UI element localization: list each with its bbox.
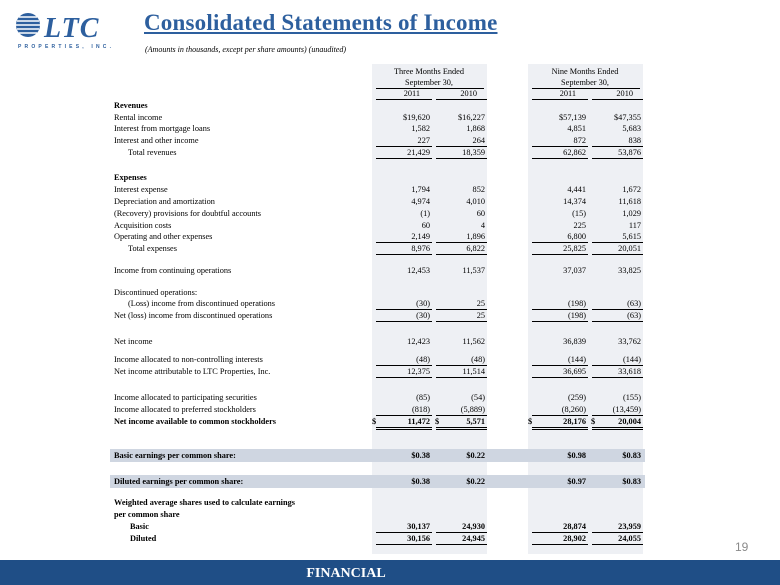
dollar-sign: $: [435, 417, 440, 426]
row-value: (48): [471, 355, 485, 364]
row-value: 30,156: [407, 534, 430, 543]
row-value: (5,889): [460, 405, 485, 414]
row-value: (30): [416, 299, 430, 308]
row-value: 872: [573, 136, 586, 145]
year-header: 2010: [616, 89, 633, 98]
table-row: [110, 243, 645, 254]
table-row: [110, 533, 645, 544]
table-row: [110, 476, 645, 487]
table-row: [110, 392, 645, 403]
row-value: 117: [628, 221, 641, 230]
row-value: 1,896: [466, 232, 485, 241]
table-row: [110, 450, 645, 461]
table-row: [110, 123, 645, 134]
row-value: 5,571: [466, 417, 485, 426]
row-value: 6,822: [466, 244, 485, 253]
row-label: Basic: [130, 522, 149, 531]
row-value: (63): [627, 299, 641, 308]
header-three-months: Three Months Ended: [393, 67, 465, 76]
row-value: (198): [568, 299, 586, 308]
double-rule: [376, 544, 432, 545]
row-value: $47,355: [614, 113, 641, 122]
table-row: [110, 265, 645, 276]
row-value: 5,683: [622, 124, 641, 133]
row-value: 4: [480, 221, 485, 230]
total-rule: [436, 377, 487, 378]
row-value: (259): [568, 393, 586, 402]
double-rule: [592, 544, 643, 545]
row-label: Net income attributable to LTC Properties, Inc.: [114, 367, 271, 376]
double-rule: [532, 427, 588, 430]
row-value: 62,862: [563, 148, 586, 157]
row-value: 4,441: [567, 185, 586, 194]
row-value: 12,453: [407, 266, 430, 275]
row-value: 28,176: [563, 417, 586, 426]
total-rule: [436, 321, 487, 322]
table-row: [110, 287, 645, 298]
row-label: Income allocated to preferred stockholders: [114, 405, 256, 414]
row-value: 4,010: [466, 197, 485, 206]
row-label: Depreciation and amortization: [114, 197, 215, 206]
total-rule: [532, 377, 588, 378]
total-rule: [592, 377, 643, 378]
row-value: $0.38: [411, 477, 430, 486]
row-value: 33,618: [618, 367, 641, 376]
row-value: (15): [572, 209, 586, 218]
row-value: $0.22: [466, 477, 485, 486]
row-value: 4,974: [411, 197, 430, 206]
table-row: [110, 208, 645, 219]
header-three-months-date: September 30,: [405, 78, 453, 87]
dollar-sign: $: [528, 417, 533, 426]
row-value: 24,055: [618, 534, 641, 543]
row-value: 1,794: [411, 185, 430, 194]
row-value: 23,959: [618, 522, 641, 531]
row-value: (818): [412, 405, 430, 414]
row-label: (Recovery) provisions for doubtful accounts: [114, 209, 262, 218]
row-value: 53,876: [618, 148, 641, 157]
row-value: $19,620: [403, 113, 430, 122]
row-value: 225: [573, 221, 586, 230]
row-value: 25: [476, 299, 485, 308]
row-value: 1,029: [622, 209, 641, 218]
double-rule: [592, 427, 643, 430]
table-row: [110, 404, 645, 415]
row-label: Revenues: [114, 101, 148, 110]
row-value: $57,139: [559, 113, 586, 122]
row-value: 12,423: [407, 337, 430, 346]
row-value: 4,851: [567, 124, 586, 133]
row-label: Diluted: [130, 534, 157, 543]
total-rule: [376, 254, 432, 255]
row-value: 11,562: [462, 337, 485, 346]
row-value: 8,976: [411, 244, 430, 253]
row-value: 852: [472, 185, 485, 194]
row-value: $0.98: [567, 451, 586, 460]
row-value: 24,930: [462, 522, 485, 531]
row-value: $16,227: [458, 113, 485, 122]
total-rule: [592, 321, 643, 322]
row-value: 36,695: [563, 367, 586, 376]
row-label: Net income available to common stockholders: [114, 417, 276, 426]
row-value: 18,359: [462, 148, 485, 157]
row-value: 14,374: [563, 197, 586, 206]
row-value: 11,514: [462, 367, 485, 376]
row-value: 5,615: [622, 232, 641, 241]
row-label: Income from continuing operations: [114, 266, 232, 275]
row-value: 227: [417, 136, 430, 145]
double-rule: [436, 544, 487, 545]
table-row: [110, 509, 645, 520]
globe-icon: [16, 13, 40, 37]
total-rule: [376, 321, 432, 322]
table-row: [110, 147, 645, 158]
row-label: Expenses: [114, 173, 147, 182]
row-label: Interest and other income: [114, 136, 199, 145]
double-rule: [532, 544, 588, 545]
table-row: [110, 220, 645, 231]
row-value: (144): [568, 355, 586, 364]
table-row: [110, 521, 645, 532]
row-value: 25,825: [563, 244, 586, 253]
row-label: Total revenues: [128, 148, 177, 157]
row-value: 36,839: [563, 337, 586, 346]
table-row: [110, 298, 645, 309]
row-label: Weighted average shares used to calculate earnings: [114, 498, 295, 507]
row-label: Net (loss) income from discontinued operations: [114, 311, 273, 320]
row-label: per common share: [114, 510, 180, 519]
table-row: [110, 172, 645, 183]
page-subtitle: (Amounts in thousands, except per share amounts) (unaudited): [145, 45, 347, 54]
row-value: 33,762: [618, 337, 641, 346]
table-row: [110, 416, 645, 427]
row-label: Rental income: [114, 113, 163, 122]
double-rule: [436, 427, 487, 430]
row-label: Interest expense: [114, 185, 168, 194]
row-value: 264: [472, 136, 485, 145]
ltc-logo: [14, 10, 124, 50]
row-value: $0.38: [411, 451, 430, 460]
total-rule: [532, 321, 588, 322]
row-value: 11,618: [618, 197, 641, 206]
table-row: [110, 354, 645, 365]
row-value: (54): [471, 393, 485, 402]
page-title: Consolidated Statements of Income: [144, 10, 498, 35]
year-header: 2010: [460, 89, 477, 98]
table-row: [110, 366, 645, 377]
row-value: 21,429: [407, 148, 430, 157]
row-value: $0.22: [466, 451, 485, 460]
year-header: 2011: [403, 89, 420, 98]
row-value: (48): [416, 355, 430, 364]
row-value: (198): [568, 311, 586, 320]
row-value: 2,149: [411, 232, 430, 241]
total-rule: [592, 254, 643, 255]
total-rule: [376, 158, 432, 159]
row-value: (144): [623, 355, 641, 364]
total-rule: [376, 377, 432, 378]
header-nine-months-date: September 30,: [561, 78, 609, 87]
table-row: [110, 135, 645, 146]
row-value: 6,800: [567, 232, 586, 241]
row-value: (85): [416, 393, 430, 402]
row-label: Operating and other expenses: [114, 232, 213, 241]
row-value: 33,825: [618, 266, 641, 275]
row-label: Diluted earnings per common share:: [114, 477, 244, 486]
table-row: [110, 112, 645, 123]
total-rule: [436, 254, 487, 255]
row-value: 60: [421, 221, 430, 230]
double-rule: [376, 427, 432, 430]
row-value: 28,874: [563, 522, 586, 531]
row-value: 30,137: [407, 522, 430, 531]
svg-text:PROPERTIES, INC.: PROPERTIES, INC.: [18, 44, 115, 50]
table-row: [110, 100, 645, 111]
total-rule: [592, 158, 643, 159]
row-value: (13,459): [612, 405, 641, 414]
row-value: (155): [623, 393, 641, 402]
row-label: Income allocated to non-controlling interests: [114, 355, 263, 364]
row-value: 20,004: [618, 417, 641, 426]
row-value: $0.83: [622, 477, 641, 486]
table-row: [110, 196, 645, 207]
row-value: (63): [627, 311, 641, 320]
row-value: 838: [628, 136, 641, 145]
row-value: $0.97: [567, 477, 586, 486]
dollar-sign: $: [591, 417, 596, 426]
total-rule: [436, 158, 487, 159]
table-row: [110, 184, 645, 195]
row-value: 11,537: [462, 266, 485, 275]
row-value: (30): [416, 311, 430, 320]
row-value: 11,472: [407, 417, 430, 426]
row-value: 28,902: [563, 534, 586, 543]
table-row: [110, 336, 645, 347]
table-row: [110, 231, 645, 242]
row-label: Total expenses: [128, 244, 177, 253]
row-label: Acquisition costs: [114, 221, 172, 230]
row-label: Income allocated to participating securities: [114, 393, 257, 402]
row-label: Basic earnings per common share:: [114, 451, 236, 460]
row-value: 1,868: [466, 124, 485, 133]
row-label: Interest from mortgage loans: [114, 124, 211, 133]
row-label: (Loss) income from discontinued operations: [128, 299, 276, 308]
row-label: Net income: [114, 337, 153, 346]
year-header: 2011: [559, 89, 576, 98]
page-number: 19: [735, 540, 749, 554]
dollar-sign: $: [372, 417, 377, 426]
table-row: [110, 310, 645, 321]
row-value: 37,037: [563, 266, 586, 275]
row-value: 25: [476, 311, 485, 320]
row-value: (1): [420, 209, 430, 218]
row-value: $0.83: [622, 451, 641, 460]
row-value: 20,051: [618, 244, 641, 253]
row-value: 1,582: [411, 124, 430, 133]
row-value: 60: [476, 209, 485, 218]
svg-text:LTC: LTC: [44, 13, 100, 44]
total-rule: [532, 254, 588, 255]
row-value: 1,672: [622, 185, 641, 194]
total-rule: [532, 158, 588, 159]
header-nine-months: Nine Months Ended: [551, 67, 619, 76]
row-value: 24,945: [462, 534, 485, 543]
table-row: [110, 497, 645, 508]
row-value: 12,375: [407, 367, 430, 376]
footer-section-label: FINANCIAL: [298, 562, 394, 583]
row-label: Discontinued operations:: [114, 288, 198, 297]
row-value: (8,260): [561, 405, 586, 414]
